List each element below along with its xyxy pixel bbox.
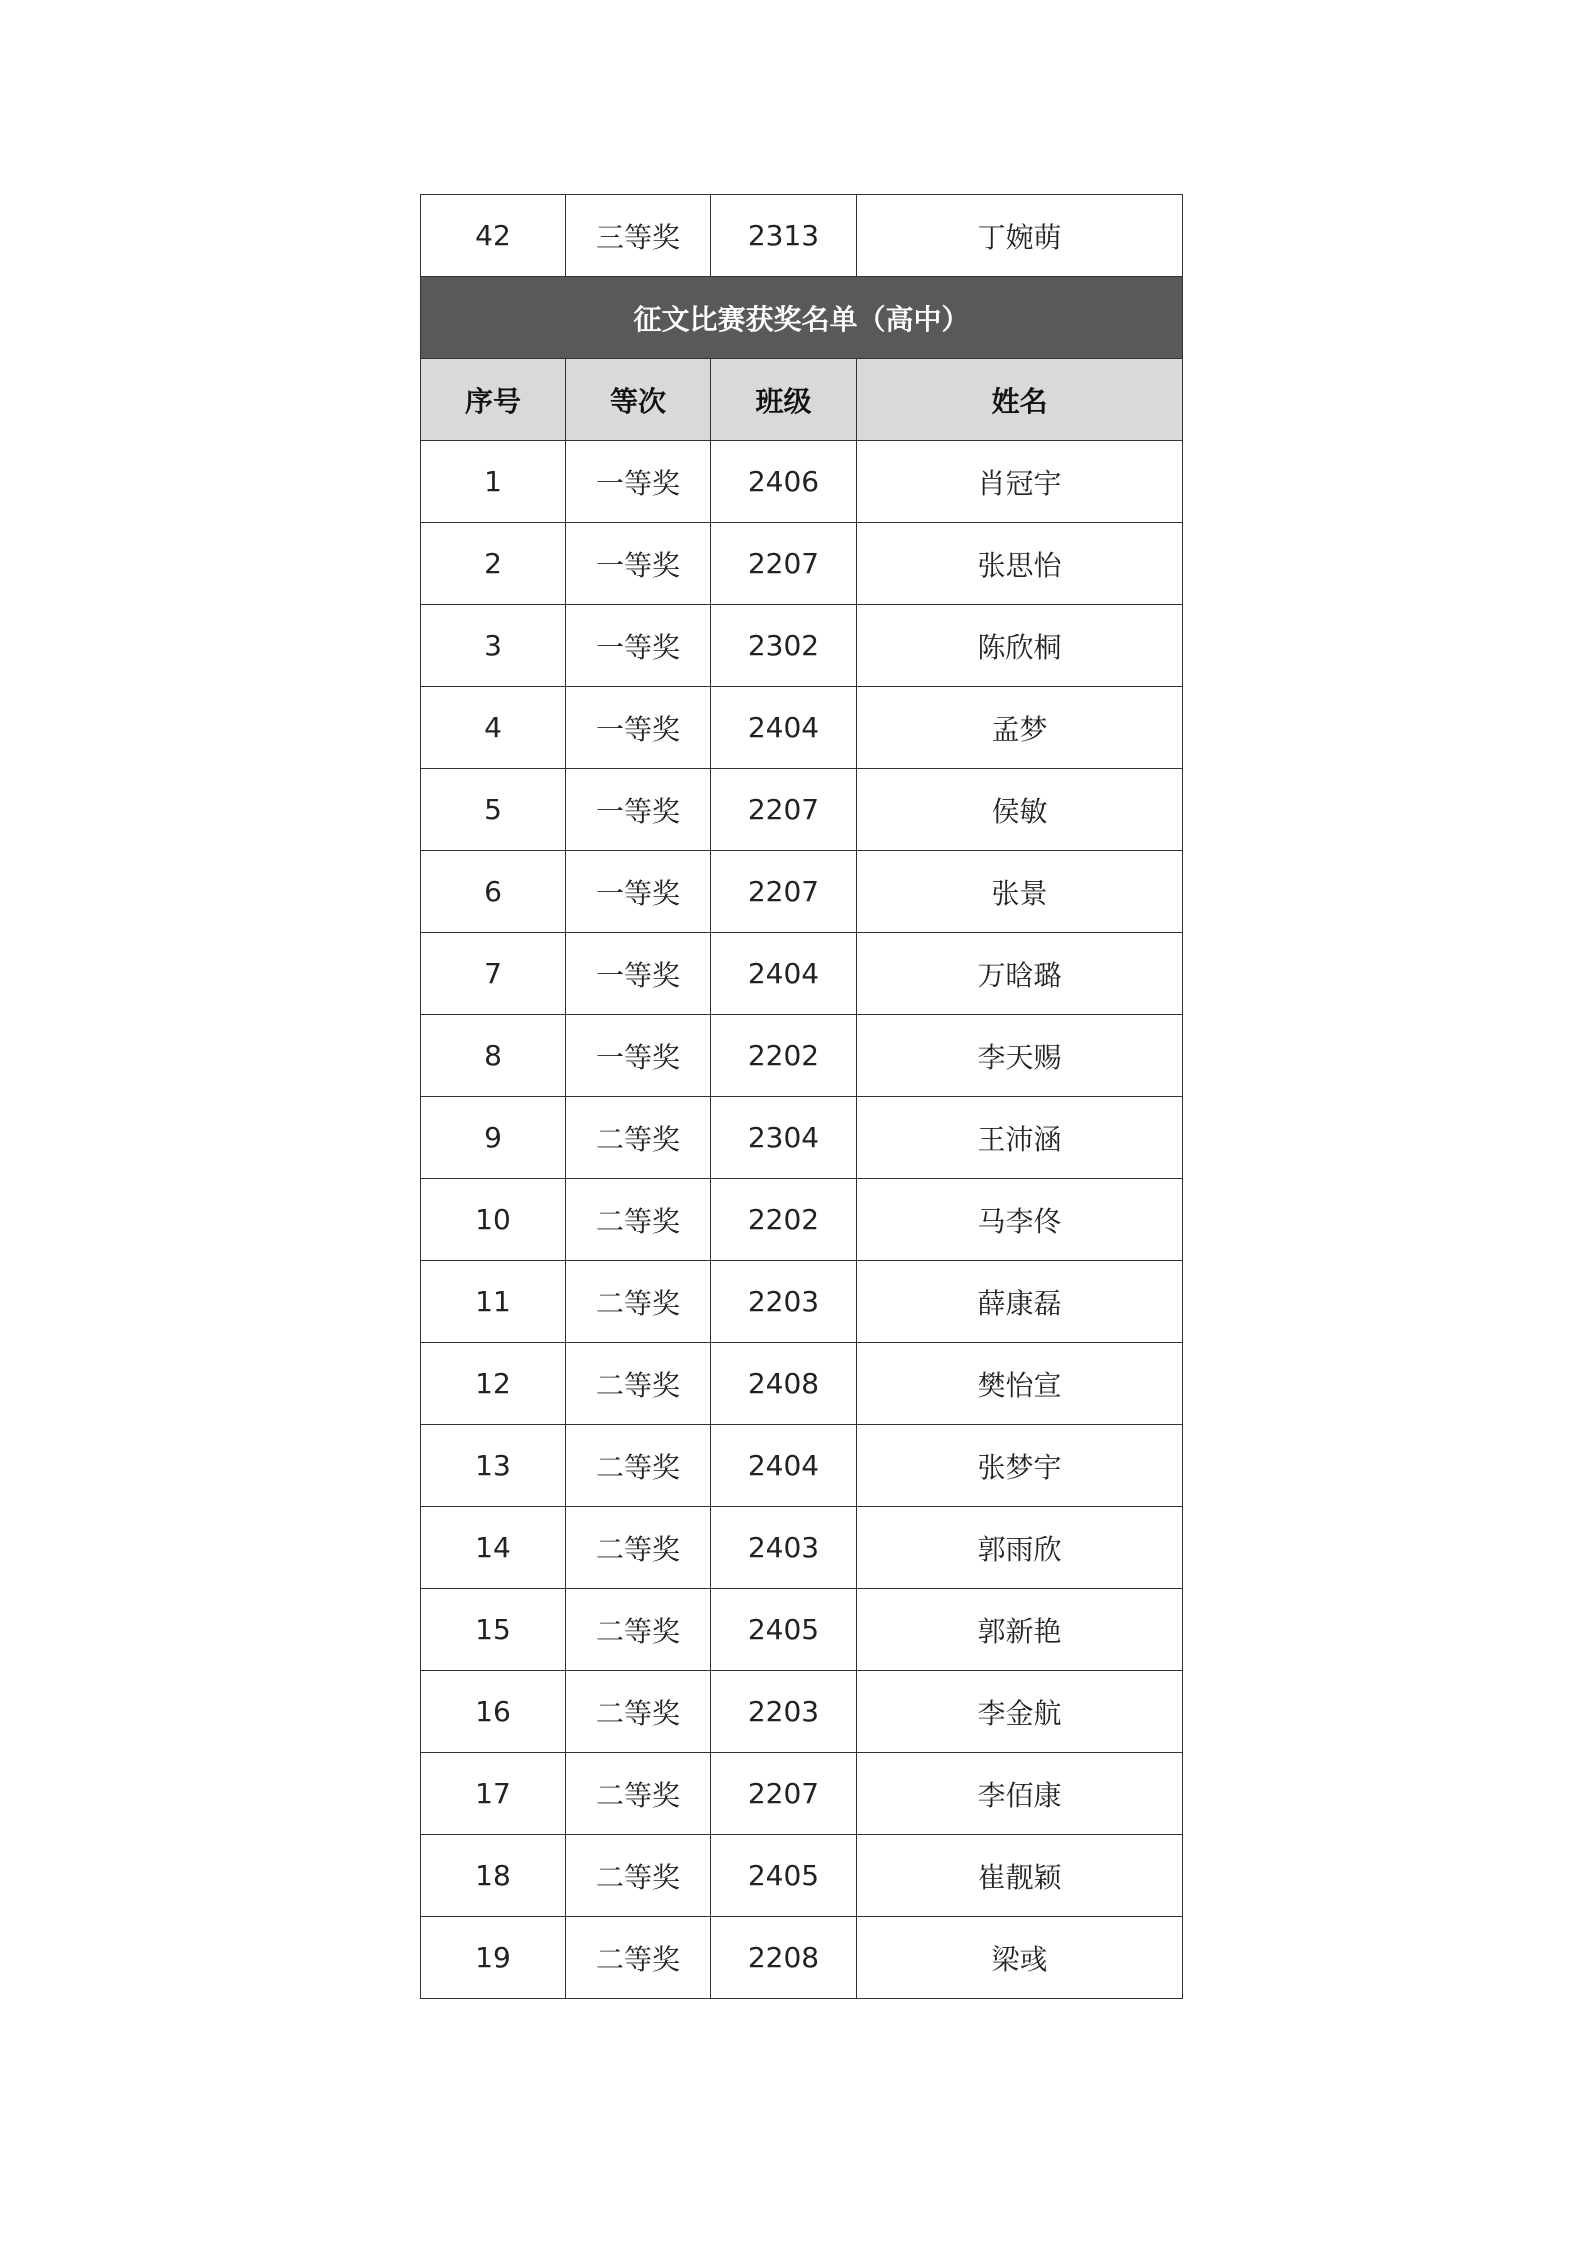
cell-name: 马李佟 xyxy=(857,1179,1183,1261)
cell-no: 14 xyxy=(421,1507,566,1589)
cell-class: 2408 xyxy=(711,1343,857,1425)
cell-class: 2207 xyxy=(711,851,857,933)
award-list-table xyxy=(420,194,1183,1999)
cell-class: 2403 xyxy=(711,1507,857,1589)
cell-name: 薛康磊 xyxy=(857,1261,1183,1343)
cell-no: 18 xyxy=(421,1835,566,1917)
table-title-row xyxy=(421,277,1183,359)
cell-name: 丁婉萌 xyxy=(857,195,1183,277)
cell-name: 李佰康 xyxy=(857,1753,1183,1835)
cell-level: 三等奖 xyxy=(566,195,711,277)
cell-name: 梁彧 xyxy=(857,1917,1183,1999)
cell-no: 1 xyxy=(421,441,566,523)
cell-class: 2202 xyxy=(711,1015,857,1097)
table-row xyxy=(421,441,1183,523)
cell-level: 一等奖 xyxy=(566,769,711,851)
cell-level: 二等奖 xyxy=(566,1917,711,1999)
cell-class: 2404 xyxy=(711,1425,857,1507)
table-row xyxy=(421,1425,1183,1507)
table-row xyxy=(421,1015,1183,1097)
cell-class: 2207 xyxy=(711,523,857,605)
header-class: 班级 xyxy=(711,359,857,441)
cell-no: 4 xyxy=(421,687,566,769)
table-row xyxy=(421,933,1183,1015)
cell-no: 12 xyxy=(421,1343,566,1425)
cell-class: 2302 xyxy=(711,605,857,687)
cell-no: 9 xyxy=(421,1097,566,1179)
cell-level: 二等奖 xyxy=(566,1425,711,1507)
cell-level: 一等奖 xyxy=(566,523,711,605)
cell-no: 2 xyxy=(421,523,566,605)
cell-level: 二等奖 xyxy=(566,1179,711,1261)
cell-class: 2207 xyxy=(711,1753,857,1835)
cell-no: 3 xyxy=(421,605,566,687)
cell-class: 2203 xyxy=(711,1261,857,1343)
table-row xyxy=(421,1917,1183,1999)
cell-no: 13 xyxy=(421,1425,566,1507)
cell-level: 一等奖 xyxy=(566,605,711,687)
table-header-row xyxy=(421,359,1183,441)
cell-class: 2304 xyxy=(711,1097,857,1179)
cell-name: 张景 xyxy=(857,851,1183,933)
cell-class: 2404 xyxy=(711,933,857,1015)
table-title: 征文比赛获奖名单（高中） xyxy=(421,277,1183,359)
cell-name: 崔靓颖 xyxy=(857,1835,1183,1917)
cell-name: 万晗璐 xyxy=(857,933,1183,1015)
header-level: 等次 xyxy=(566,359,711,441)
cell-name: 肖冠宇 xyxy=(857,441,1183,523)
cell-no: 42 xyxy=(421,195,566,277)
cell-level: 二等奖 xyxy=(566,1671,711,1753)
cell-level: 一等奖 xyxy=(566,1015,711,1097)
table-row xyxy=(421,605,1183,687)
table-row xyxy=(421,1261,1183,1343)
cell-no: 10 xyxy=(421,1179,566,1261)
cell-level: 二等奖 xyxy=(566,1589,711,1671)
cell-class: 2313 xyxy=(711,195,857,277)
cell-level: 二等奖 xyxy=(566,1343,711,1425)
cell-level: 一等奖 xyxy=(566,933,711,1015)
cell-no: 19 xyxy=(421,1917,566,1999)
cell-no: 5 xyxy=(421,769,566,851)
cell-no: 17 xyxy=(421,1753,566,1835)
cell-name: 陈欣桐 xyxy=(857,605,1183,687)
cell-no: 7 xyxy=(421,933,566,1015)
cell-name: 樊怡宣 xyxy=(857,1343,1183,1425)
cell-name: 侯敏 xyxy=(857,769,1183,851)
header-no: 序号 xyxy=(421,359,566,441)
cell-name: 孟梦 xyxy=(857,687,1183,769)
table-row xyxy=(421,523,1183,605)
cell-class: 2207 xyxy=(711,769,857,851)
cell-level: 二等奖 xyxy=(566,1097,711,1179)
cell-class: 2406 xyxy=(711,441,857,523)
cell-level: 二等奖 xyxy=(566,1507,711,1589)
cell-name: 李天赐 xyxy=(857,1015,1183,1097)
table-row xyxy=(421,851,1183,933)
table-row xyxy=(421,769,1183,851)
cell-level: 二等奖 xyxy=(566,1753,711,1835)
header-name: 姓名 xyxy=(857,359,1183,441)
cell-level: 一等奖 xyxy=(566,687,711,769)
cell-class: 2203 xyxy=(711,1671,857,1753)
cell-name: 郭雨欣 xyxy=(857,1507,1183,1589)
table-row xyxy=(421,1179,1183,1261)
table-row xyxy=(421,1671,1183,1753)
table-row xyxy=(421,1835,1183,1917)
cell-name: 李金航 xyxy=(857,1671,1183,1753)
cell-name: 郭新艳 xyxy=(857,1589,1183,1671)
table-row xyxy=(421,1097,1183,1179)
table-row xyxy=(421,1589,1183,1671)
table-row xyxy=(421,1753,1183,1835)
cell-class: 2404 xyxy=(711,687,857,769)
cell-name: 王沛涵 xyxy=(857,1097,1183,1179)
cell-no: 8 xyxy=(421,1015,566,1097)
cell-class: 2208 xyxy=(711,1917,857,1999)
cell-no: 6 xyxy=(421,851,566,933)
table-row xyxy=(421,1507,1183,1589)
cell-name: 张梦宇 xyxy=(857,1425,1183,1507)
cell-level: 二等奖 xyxy=(566,1261,711,1343)
cell-class: 2202 xyxy=(711,1179,857,1261)
cell-name: 张思怡 xyxy=(857,523,1183,605)
cell-level: 一等奖 xyxy=(566,441,711,523)
cell-level: 二等奖 xyxy=(566,1835,711,1917)
cell-class: 2405 xyxy=(711,1835,857,1917)
table-row xyxy=(421,195,1183,277)
table-row xyxy=(421,687,1183,769)
cell-no: 11 xyxy=(421,1261,566,1343)
cell-level: 一等奖 xyxy=(566,851,711,933)
table-row xyxy=(421,1343,1183,1425)
cell-class: 2405 xyxy=(711,1589,857,1671)
cell-no: 16 xyxy=(421,1671,566,1753)
cell-no: 15 xyxy=(421,1589,566,1671)
